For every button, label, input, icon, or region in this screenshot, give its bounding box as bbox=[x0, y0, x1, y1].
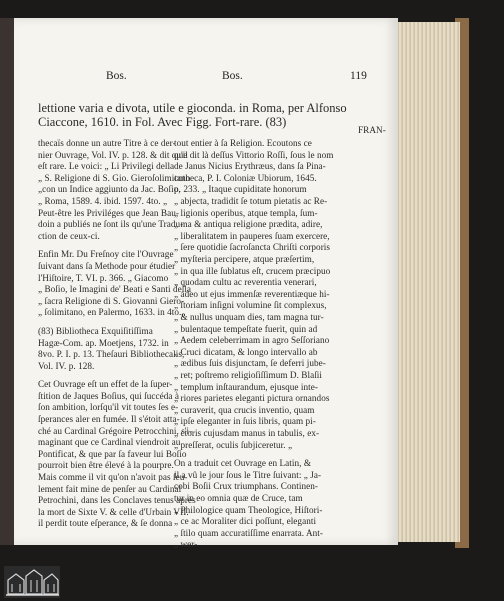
left-column-line: Petrochini, dans les Conclaves tenus après bbox=[38, 495, 196, 506]
right-column-line: „ bulentaque tempeſtate fuerit, quin ad bbox=[174, 323, 318, 334]
right-column-line: „ quodam cultu ac reverentia venerari, bbox=[174, 277, 317, 288]
left-column-line: Enfin Mr. Du Freſnoy cite l'Ouvrage bbox=[38, 249, 174, 260]
left-column-line: 8vo. P. I. p. 13. Theſauri Bibliothecalis, bbox=[38, 349, 185, 360]
right-column-line: de Janus Nicius Erythræus, dans ſa Pina- bbox=[174, 161, 326, 172]
left-column-line: Mais comme il vit qu'on n'avoit pas ſeu- bbox=[38, 472, 188, 483]
left-column-line: „ Boſio, le Imagini de' Beati e Santi della bbox=[38, 284, 192, 295]
left-column-line: ſon ambition, lorſqu'il vit toutes ſes e- bbox=[38, 402, 179, 413]
right-column-line: „ ligionis operibus, atque templa, ſum- bbox=[174, 207, 318, 218]
left-column-line: thecaïs donne un autre Titre à ce der- bbox=[38, 138, 176, 148]
left-column-line: ſtition de Jaques Boſius, qui ſuccéda à bbox=[38, 390, 180, 401]
left-column-line: doin a publiés ne ſont ils qu'une Tradu- bbox=[38, 219, 184, 230]
right-column-line: „ Philologice quam Theologice, Hiſtori- bbox=[174, 504, 323, 515]
left-column-line: (83) Bibliotheca Exquiſitiſſima bbox=[38, 325, 153, 336]
right-column-line: „ ſtoriam inſigni volumine ſit complexus, bbox=[174, 300, 327, 311]
right-column-line: „ & nullus unquam dies, tam magna tur- bbox=[174, 312, 324, 322]
left-column-line: eſt rare. Le voici: „ Li Privilegi della bbox=[38, 161, 175, 172]
right-column-line: „ Aedem celeberrimam in agro Seſſoriano bbox=[174, 335, 330, 346]
right-column-line: „ ma & antiqua religione prædita, adire, bbox=[174, 219, 323, 230]
left-column-line: ſuivant dans ſa Methode pour étudier bbox=[38, 260, 176, 271]
left-column-line: ſperances aler en fumée. Il s'étoit atta- bbox=[38, 414, 180, 425]
right-column-line: „ ſere quotidie ſacroſancta Chriſti corporis bbox=[174, 242, 331, 253]
left-column-line: Peut-être les Priviléges que Jean Bau- bbox=[38, 207, 179, 218]
left-column-line: lement fait mine de penſer au Cardinal bbox=[38, 483, 182, 494]
right-column-line: „ liberalitatem in pauperes ſuam exercere, bbox=[174, 230, 330, 241]
right-column-line: cotheca, P. I. Coloniæ Ubiorum, 1645. bbox=[174, 172, 317, 183]
left-column-line: nier Ouvrage, Vol. IV. p. 128. & dit qu'il bbox=[38, 149, 188, 160]
right-column-line: „ preſſerat, oculis ſubjiceretur. „ bbox=[174, 439, 293, 450]
left-column-line: il perdit toute eſperance, & ſe donna bbox=[38, 518, 173, 529]
left-column-line: l'Hiſtoire, T. VI. p. 366. „ Giacomo bbox=[38, 272, 169, 283]
page-edges bbox=[398, 22, 460, 542]
left-column-line: ction de ceux-ci. bbox=[38, 230, 100, 241]
right-column-line: „ ctoris cujusdam manus in tabulis, ex- bbox=[174, 428, 320, 438]
left-column-line: la mort de Sixte V. & celle d'Urbain VII. bbox=[38, 506, 189, 517]
right-column-line: „ wer- bbox=[174, 539, 198, 550]
right-column-line: „ in qua ille ſublatus eſt, crucem præcipuo bbox=[174, 265, 331, 276]
right-column-line: il a vû le jour ſous le Titre ſuivant: „ Ja- bbox=[174, 469, 322, 480]
left-column-line: Vol. IV. p. 128. bbox=[38, 360, 95, 371]
left-column-line: „ S. Religione di S. Gio. Gieroſolimitano bbox=[38, 172, 191, 183]
right-column-line: „ ſtilo quam accuratiſſime enarrata. Ant- bbox=[174, 527, 323, 538]
right-column-line: tur in eo omnia quæ de Cruce, tam bbox=[174, 492, 303, 503]
page-number: 119 bbox=[350, 70, 367, 82]
right-column-line: „ ret; poſtremo religioſiſſimum D. Blaſii bbox=[174, 370, 323, 380]
right-column-line: „ myſteria percipere, atque præſertim, bbox=[174, 254, 315, 264]
right-column-line: cobi Boſii Crux triumphans. Continen- bbox=[174, 481, 318, 492]
top-line-1: lettione varia e divota, utile e gioconda. in Roma, per Alfonso bbox=[38, 101, 347, 115]
left-column-line: pourroit bien être élevé à la pourpre. bbox=[38, 460, 174, 471]
left-column-line: „con un Indice aggiunto da Jac. Boſio, bbox=[38, 184, 181, 195]
left-column-line: Pontificat, & que par ſa faveur lui Boſio bbox=[38, 448, 187, 459]
book-gutter bbox=[0, 18, 14, 545]
right-column-line: „ ipſe eleganter in ſuis libris, quam pi- bbox=[174, 416, 316, 427]
left-column-line: „ Roma, 1589. 4. ibid. 1597. 4to. „ bbox=[38, 196, 168, 206]
right-column-line: „ templum inſtaurandum, ejusque inte- bbox=[174, 381, 318, 392]
catchword-fran: FRAN- bbox=[358, 125, 386, 135]
left-column-line: Hagæ-Com. ap. Moetjens, 1732. in bbox=[38, 337, 169, 348]
right-column-line: „ adeo ut ejus immenſæ reverentiæque hi- bbox=[174, 288, 330, 299]
right-column-line: „ abjecta, tradidit ſe totum pietatis ac Re- bbox=[174, 196, 328, 206]
left-column-line: ché au Cardinal Grégoire Petrocchini, s'i- bbox=[38, 425, 193, 436]
top-line-2: Ciaccone, 1610. in Fol. Avec Figg. Fort-rare. (83) bbox=[38, 115, 287, 129]
library-logo-icon bbox=[4, 566, 60, 598]
left-column-line: „ ſolimitano, en Palermo, 1633. in 4to.„ bbox=[38, 307, 186, 318]
right-column-line: On a traduit cet Ouvrage en Latin, & bbox=[174, 458, 312, 469]
right-column-line: que dit là deſſus Vittorio Roſſi, ſous le nom bbox=[174, 149, 334, 160]
left-column-line: „ ſacra Religione di S. Giovanni Giero- bbox=[38, 295, 185, 306]
right-column-line: tout entier à ſa Religion. Ecoutons ce bbox=[174, 138, 312, 148]
right-column-line: „ ce ac Moraliter dici poſſunt, eleganti bbox=[174, 516, 317, 527]
running-head-left: Bos. bbox=[106, 70, 127, 82]
left-column-line: Cet Ouvrage eſt un effet de la ſuper- bbox=[38, 379, 173, 390]
running-head-center: Bos. bbox=[222, 70, 243, 82]
right-column-line: „ riores parietes eleganti pictura ornandos bbox=[174, 393, 330, 404]
right-column-line: „ Cruci dicatam, & longo intervallo ab bbox=[174, 346, 318, 357]
left-column-line: maginant que ce Cardinal viendroit au bbox=[38, 437, 181, 448]
right-column-line: p. 233. „ Itaque cupiditate honorum bbox=[174, 184, 307, 195]
right-column-line: „ ædibus ſuis disjunctam, ſe deferri jube- bbox=[174, 358, 326, 369]
right-column-line: „ curaverit, qua crucis inventio, quam bbox=[174, 404, 315, 415]
